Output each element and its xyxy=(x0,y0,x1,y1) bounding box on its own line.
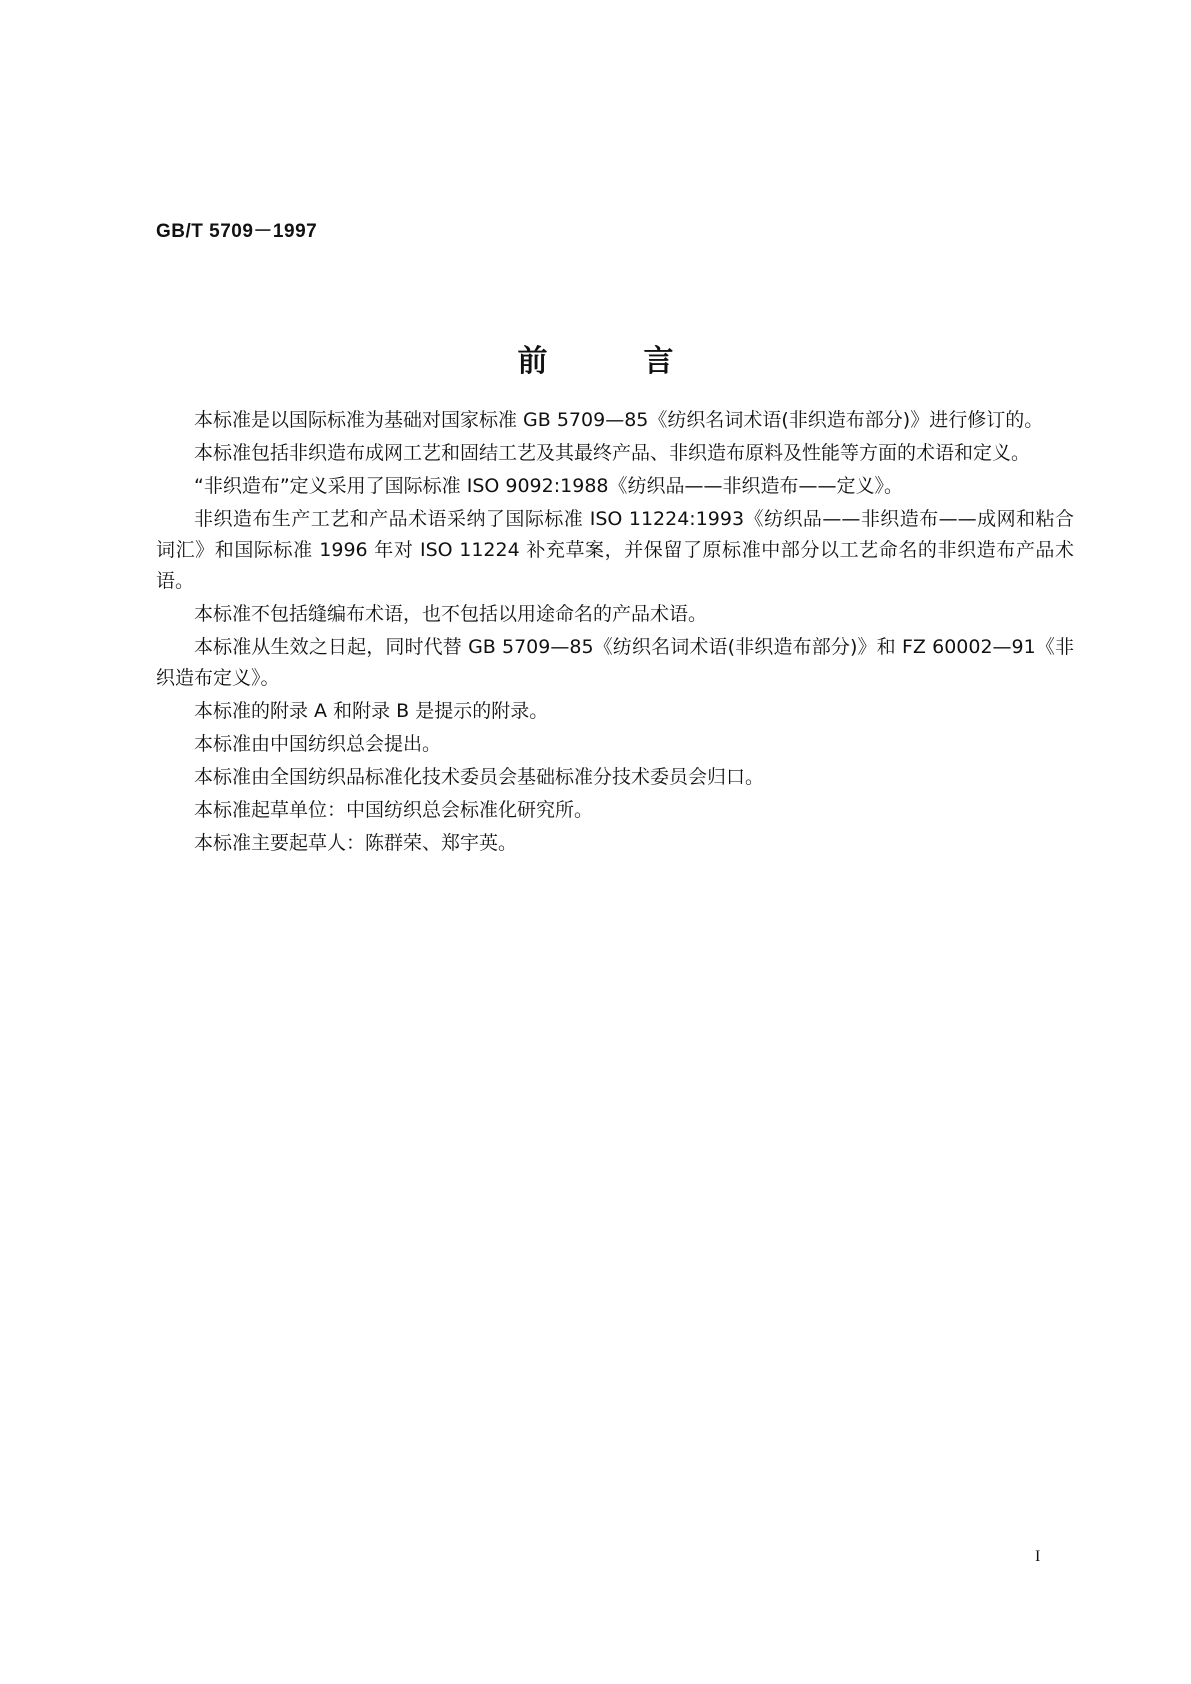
foreword-body xyxy=(156,405,1074,861)
paragraph: 本标准是以国际标准为基础对国家标准 GB 5709—85《纺织名词术语(非织造布部分)》进行修订的。 xyxy=(194,409,1044,431)
paragraph: 本标准主要起草人：陈群荣、郑宇英。 xyxy=(194,832,518,854)
paragraph: 本标准由中国纺织总会提出。 xyxy=(194,733,442,755)
paragraph: 本标准的附录 A 和附录 B 是提示的附录。 xyxy=(194,700,549,722)
paragraph: “非织造布”定义采用了国际标准 ISO 9092:1988《纺织品——非织造布——定义》。 xyxy=(194,475,903,497)
standard-code: GB/T 5709－1997 xyxy=(156,221,318,242)
paragraph: 本标准不包括缝编布术语，也不包括以用途命名的产品术语。 xyxy=(194,603,708,625)
page-title: 前言 xyxy=(517,344,770,379)
paragraph: 本标准从生效之日起，同时代替 GB 5709—85《纺织名词术语(非织造布部分)》和 FZ 60002—91《非织造布定义》。 xyxy=(156,636,1074,689)
paragraph: 非织造布生产工艺和产品术语采纳了国际标准 ISO 11224:1993《纺织品——非织造布——成网和粘合词汇》和国际标准 1996 年对 ISO 11224 补充草案，并保留了原标准中部分以工艺命名的非织造布产品术语。 xyxy=(156,508,1074,592)
paragraph: 本标准包括非织造布成网工艺和固结工艺及其最终产品、非织造布原料及性能等方面的术语和定义。 xyxy=(194,442,1031,464)
page-number: I xyxy=(1035,1548,1041,1565)
paragraph: 本标准起草单位：中国纺织总会标准化研究所。 xyxy=(194,799,594,821)
paragraph: 本标准由全国纺织品标准化技术委员会基础标准分技术委员会归口。 xyxy=(194,766,765,788)
